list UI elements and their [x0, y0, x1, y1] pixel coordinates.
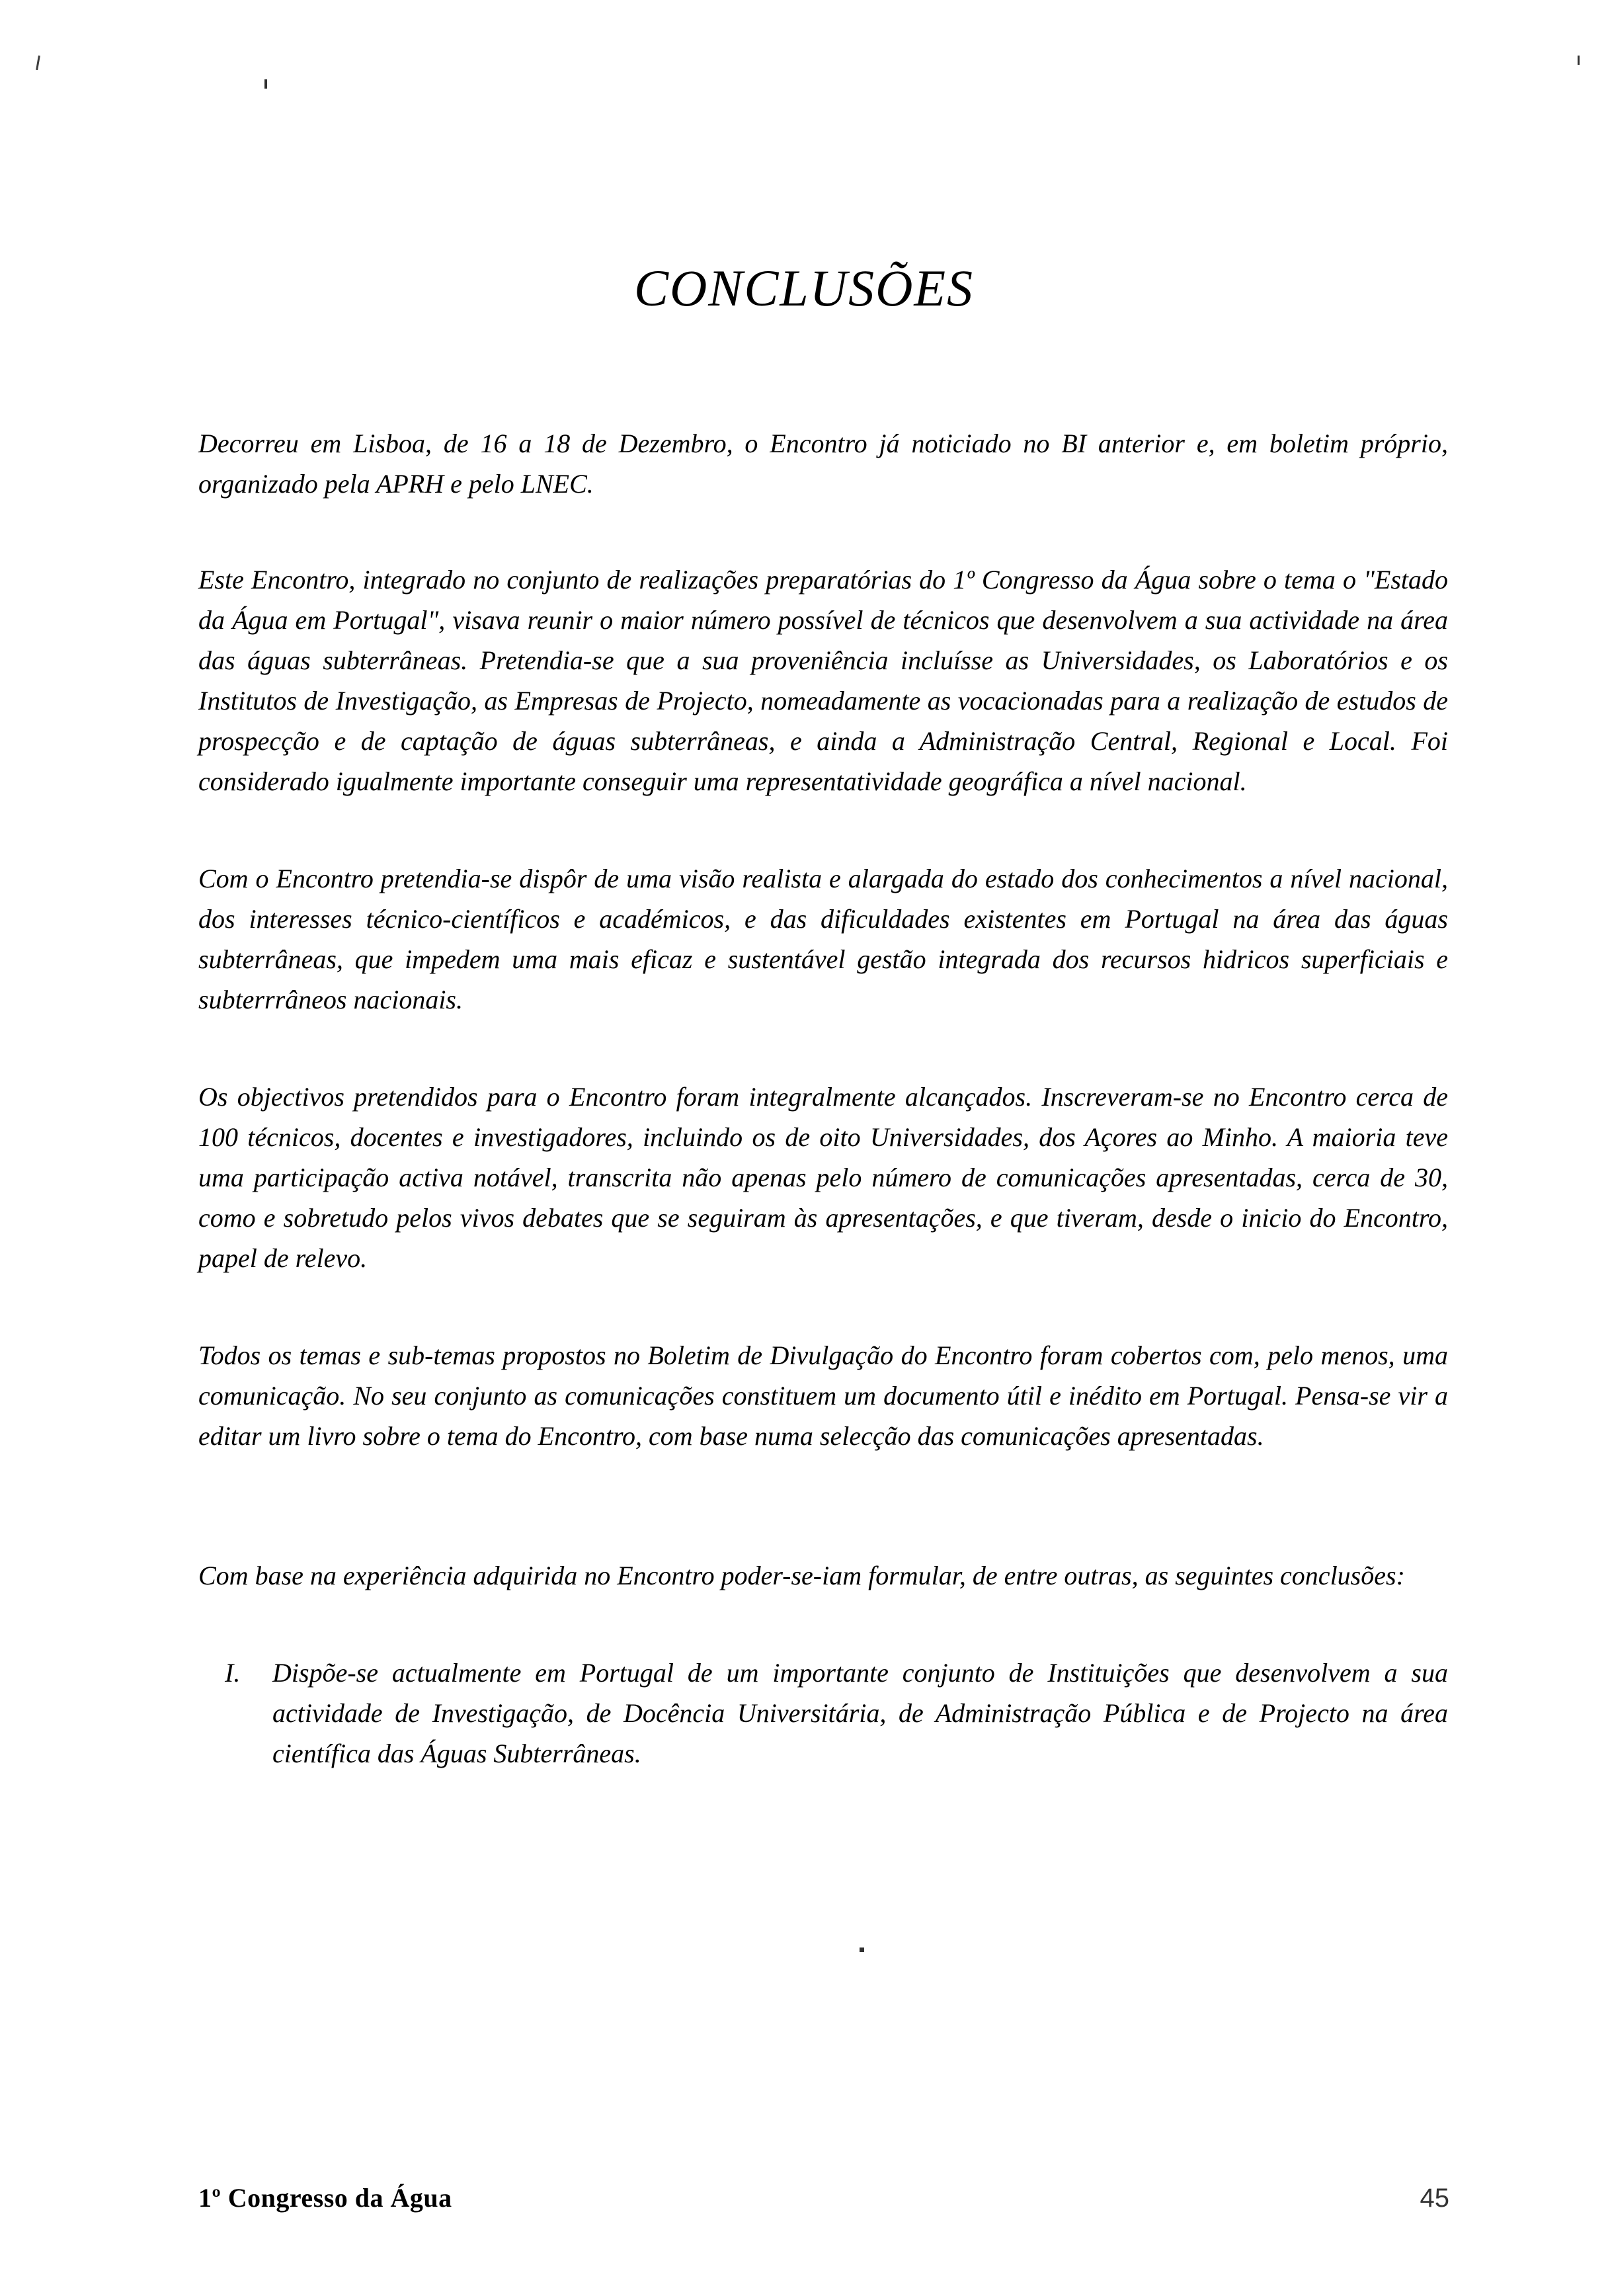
page-footer	[198, 2182, 1449, 2213]
footer-publication-title: 1º Congresso da Água	[198, 2183, 452, 2213]
page-number: 45	[1420, 2184, 1449, 2213]
paragraph-2: Este Encontro, integrado no conjunto de realizações preparatórias do 1º Congresso da Água sobre o tema o "Estado da Água em Portugal", visava reunir o maior número possível de técnicos que desenvolvem a sua actividade na área das águas subterrâneas. Pretendia-se que a sua proveniência incluísse as Universidades, os Laboratórios e os Institutos de Investigação, as Empresas de Projecto, nomeadamente as vocacionadas para a realização de estudos de prospecção e de captação de águas subterrâneas, e ainda a Administração Central, Regional e Local. Foi considerado igualmente importante conseguir uma representatividade geográfica a nível nacional.	[198, 565, 1448, 796]
conclusions-list-item	[198, 1653, 1448, 1774]
page-title: CONCLUSÕES	[633, 259, 975, 317]
paragraph-gap	[198, 504, 1448, 559]
paragraph-1: Decorreu em Lisboa, de 16 a 18 de Dezembro, o Encontro já noticiado no BI anterior e, em boletim próprio, organizado pela APRH e pelo LNEC.	[198, 429, 1448, 499]
paragraph-gap	[198, 1456, 1448, 1555]
paragraph-3: Com o Encontro pretendia-se dispôr de uma visão realista e alargada do estado dos conhecimentos a nível nacional, dos interesses técnico-científicos e académicos, e das dificuldades existentes em Portugal na área das águas subterrâneas, que impedem uma mais eficaz e sustentável gestão integrada dos recursos hidricos superficiais e subterrrâneos nacionais.	[198, 864, 1448, 1014]
scan-artifact-mid	[860, 1948, 864, 1952]
paragraph-5: Todos os temas e sub-temas propostos no Boletim de Divulgação do Encontro foram cobertos com, pelo menos, uma comunicação. No seu conjunto as comunicações constituem um documento útil e inédito em Portugal. Pensa-se vir a editar um livro sobre o tema do Encontro, com base numa selecção das comunicações apresentadas.	[198, 1340, 1448, 1451]
paragraph-gap	[198, 1278, 1448, 1335]
scan-artifact-top-right	[1578, 56, 1580, 65]
list-item-marker: I.	[225, 1658, 241, 1688]
list-item-text: Dispõe-se actualmente em Portugal de um importante conjunto de Instituições que desenvolvem a sua actividade de Investigação, de Docência Universitária, de Administração Pública e de Projecto na área científica das Águas Subterrâneas.	[272, 1658, 1448, 1768]
paragraph-gap	[198, 801, 1448, 858]
paragraph-4: Os objectivos pretendidos para o Encontro foram integralmente alcançados. Inscreveram-se no Encontro cerca de 100 técnicos, docentes e investigadores, incluindo os de oito Universidades, dos Açores ao Minho. A maioria teve uma participação activa notável, transcrita não apenas pelo número de comunicações apresentadas, cerca de 30, como e sobretudo pelos vivos debates que se seguiram às apresentações, e que tiveram, desde o inicio do Encontro, papel de relevo.	[198, 1082, 1448, 1273]
paragraph-6: Com base na experiência adquirida no Encontro poder-se-iam formular, de entre outras, as seguintes conclusões:	[198, 1561, 1405, 1590]
document-body	[198, 423, 1448, 1774]
paragraph-gap	[198, 1596, 1448, 1653]
scan-artifact-top-left	[36, 56, 40, 70]
paragraph-gap	[198, 1020, 1448, 1077]
scan-artifact-top-center	[264, 79, 267, 89]
